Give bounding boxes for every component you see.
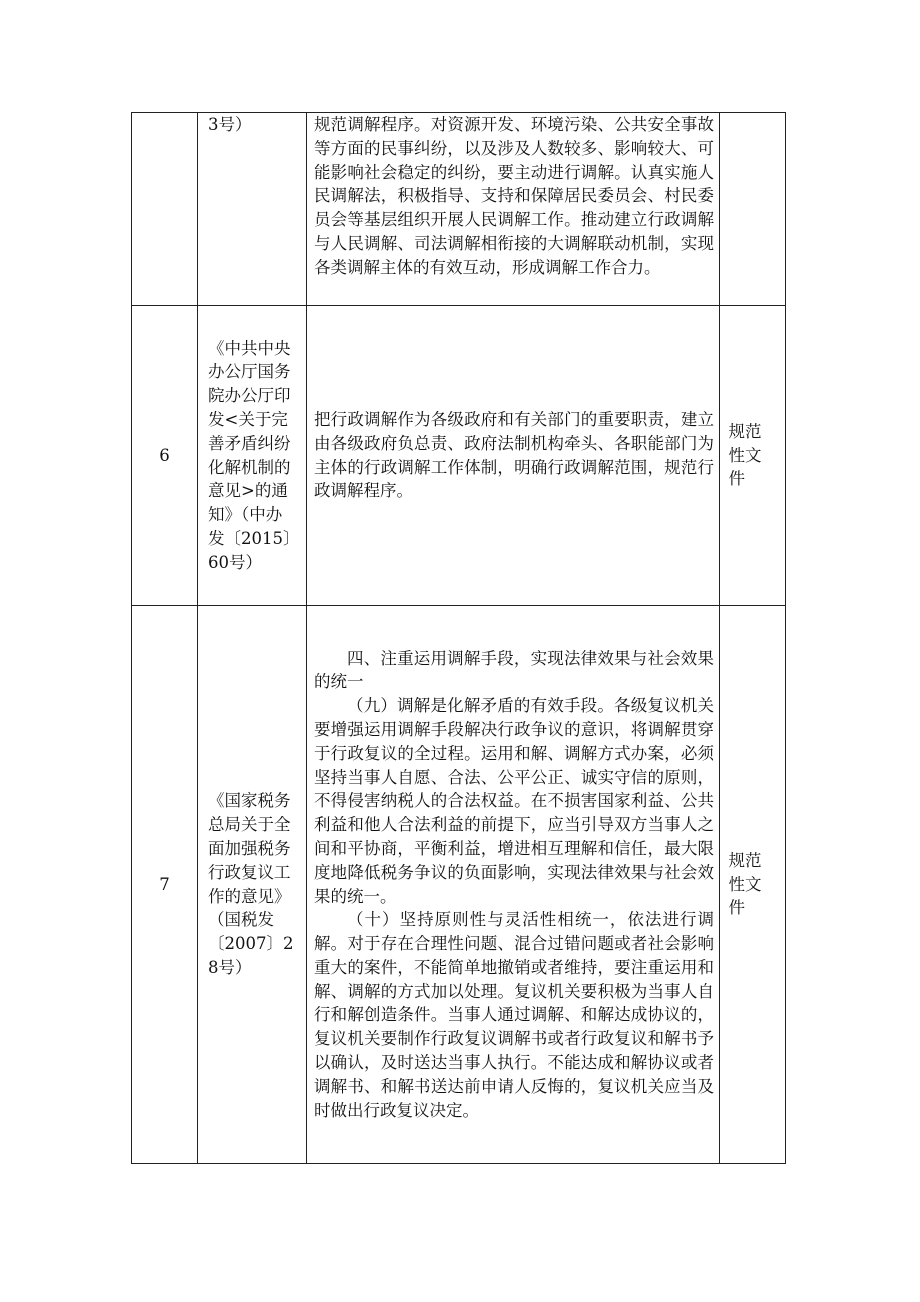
row-number: 7: [159, 874, 170, 894]
content-paragraph-10: （十）坚持原则性与灵活性相统一，依法进行调解。对于存在合理性问题、混合过错问题或者社会影响重大的案件，不能简单地撤销或者维持，要注重运用和解、调解的方式加以处理。复议机关要积极为当事人自行和解创造条件。当事人通过调解、和解达成协议的，复议机关要制作行政复议调解书或者行政复议和解书予以确认，及时送达当事人执行。不能达成和解协议或者调解书、和解书送达前申请人反悔的，复议机关应当及时做出行政复议决定。: [314, 910, 714, 1120]
content-text: 规范调解程序。对资源开发、环境污染、公共安全事故等方面的民事纠纷，以及涉及人数较多、影响较大、可能影响社会稳定的纠纷，要主动进行调解。认真实施人民调解法，积极指导、支持和保障居民委员会、村民委员会等基层组织开展人民调解工作。推动建立行政调解与人民调解、司法调解相衔接的大调解联动机制，实现各类调解主体的有效互动，形成调解工作合力。: [314, 115, 714, 277]
table-row-continued: [132, 113, 786, 306]
type-cell: [720, 306, 786, 606]
type-cell: [720, 606, 786, 1164]
content-text: 把行政调解作为各级政府和有关部门的重要职责，建立由各级政府负总责、政府法制机构牵头、各职能部门为主体的行政调解工作体制，明确行政调解范围，规范行政调解程序。: [314, 409, 714, 501]
content-text-block: [307, 647, 719, 1123]
type-text: 规范性文件: [728, 850, 762, 918]
source-text: 《国家税务总局关于全面加强税务行政复议工作的意见》（国税发〔2007〕28号）: [208, 791, 294, 977]
type-cell: [720, 113, 786, 306]
row-number-cell: [132, 606, 198, 1164]
source-cell: [198, 113, 307, 306]
table-row-7: [132, 606, 786, 1164]
regulations-table: [131, 112, 786, 1164]
source-cell: [198, 606, 307, 1164]
row-number: 6: [159, 445, 170, 465]
row-number-cell: [132, 113, 198, 306]
source-text: 3号）: [208, 115, 252, 134]
content-heading: 四、注重运用调解手段，实现法律效果与社会效果的统一: [314, 648, 714, 692]
table-row-6: [132, 306, 786, 606]
row-number-cell: [132, 306, 198, 606]
source-cell: [198, 306, 307, 606]
content-cell: [307, 113, 720, 306]
content-cell: [307, 306, 720, 606]
content-paragraph-9: （九）调解是化解矛盾的有效手段。各级复议机关要增强运用调解手段解决行政争议的意识，将调解贯穿于行政复议的全过程。运用和解、调解方式办案，必须坚持当事人自愿、合法、公平公正、诚实守信的原则，不得侵害纳税人的合法权益。在不损害国家利益、公共利益和他人合法利益的前提下，应当引导双方当事人之间和平协商，平衡利益，增进相互理解和信任，最大限度地降低税务争议的负面影响，实现法律效果与社会效果的统一。: [314, 696, 714, 906]
source-text: 《中共中央办公厅国务院办公厅印发<关于完善矛盾纠纷化解机制的意见>的通知》（中办发〔2015〕60号）: [208, 338, 292, 572]
type-text: 规范性文件: [728, 421, 762, 489]
content-cell: [307, 606, 720, 1164]
